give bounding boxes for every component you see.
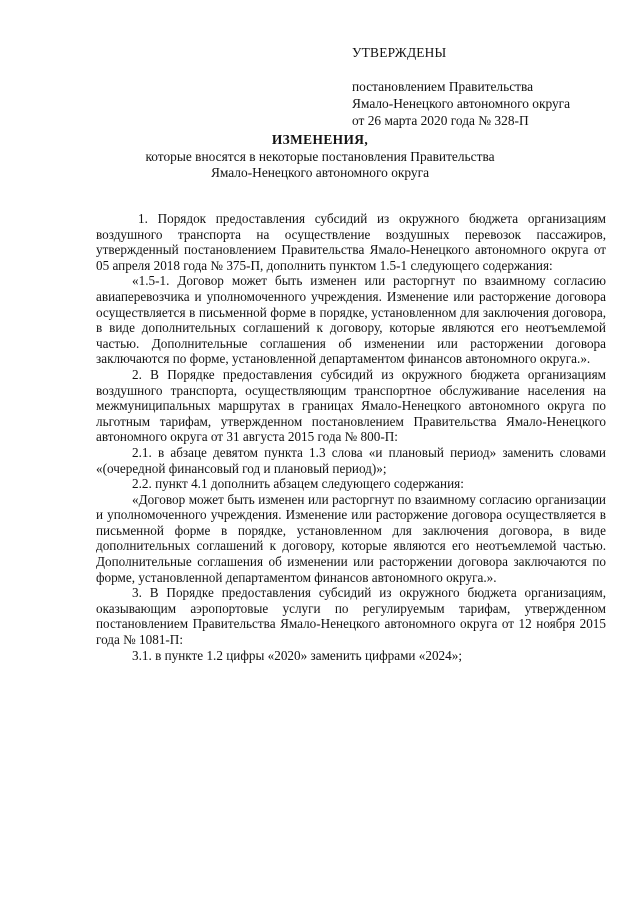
- paragraph-7: 3. В Порядке предоставления субсидий из окружного бюджета организациям, оказывающим аэропортовые услуги по регулируемым тарифам, утвержденном постановлением Правительства Ямало-Ненецкого автономного округа от 12 ноября 2015 года № 1081-П:: [96, 585, 606, 648]
- paragraph-4: 2.1. в абзаце девятом пункта 1.3 слова «и плановый период» заменить словами «(очередной финансовый год и плановый период)»;: [96, 444, 606, 476]
- document-title: ИЗМЕНЕНИЯ,: [271, 132, 369, 147]
- paragraph-1: 1. Порядок предоставления субсидий из окружного бюджета организациям воздушного транспорта на осуществление воздушных перевозок пассажиров, утвержденный постановлением Правительства Ямало-Ненецкого автономного округа от 05 апреля 2018 года № 375-П, дополнить пунктом 1.5-1 следующего содержания:: [96, 211, 606, 273]
- document-subtitle-line-2: Ямало-Ненецкого автономного округа: [210, 165, 430, 180]
- document-heading: [100, 132, 540, 181]
- approval-line-2: Ямало-Ненецкого автономного округа: [352, 96, 571, 111]
- paragraph-8: 3.1. в пункте 1.2 цифры «2020» заменить цифрами «2024»;: [132, 647, 462, 663]
- document-subtitle-line-1: которые вносятся в некоторые постановления Правительства: [145, 149, 495, 164]
- paragraph-2: «1.5-1. Договор может быть изменен или расторгнут по взаимному согласию авиаперевозчика и уполномоченного учреждения. Изменение или расторжение договора осуществляется в письменной форме в порядке, установленном для заключения договора, в виде дополнительных соглашений к договору, которые являются его неотъемлемой частью. Дополнительные соглашения об изменении или расторжении договора заключаются по форме, установленной департаментом финансов автономного округа.».: [96, 273, 606, 367]
- paragraph-5: 2.2. пункт 4.1 дополнить абзацем следующего содержания:: [132, 476, 464, 492]
- approval-line-1: постановлением Правительства: [352, 79, 534, 94]
- document-body: [96, 211, 606, 663]
- approval-block: [352, 44, 622, 129]
- approval-title: УТВЕРЖДЕНЫ: [352, 45, 447, 60]
- approval-line-3: от 26 марта 2020 года № 328-П: [352, 113, 529, 128]
- paragraph-3: 2. В Порядке предоставления субсидий из окружного бюджета организациям воздушного транспорта, осуществляющим транспортное обслуживание населения на межмуниципальных маршрутах в границах Ямало-Ненецкого автономного округа по льготным тарифам, утвержденном постановлением Правительства Ямало-Ненецкого автономного округа от 31 августа 2015 года № 800-П:: [96, 366, 606, 445]
- paragraph-6: «Договор может быть изменен или расторгнут по взаимному согласию организации и уполномоченного учреждения. Изменение или расторжение договора осуществляется в письменной форме в порядке, установленном для заключения договора, в виде дополнительных соглашений к договору, которые являются его неотъемлемой частью. Дополнительные соглашения об изменении или расторжении договора заключаются по форме, установленной департаментом финансов автономного округа.».: [96, 491, 606, 585]
